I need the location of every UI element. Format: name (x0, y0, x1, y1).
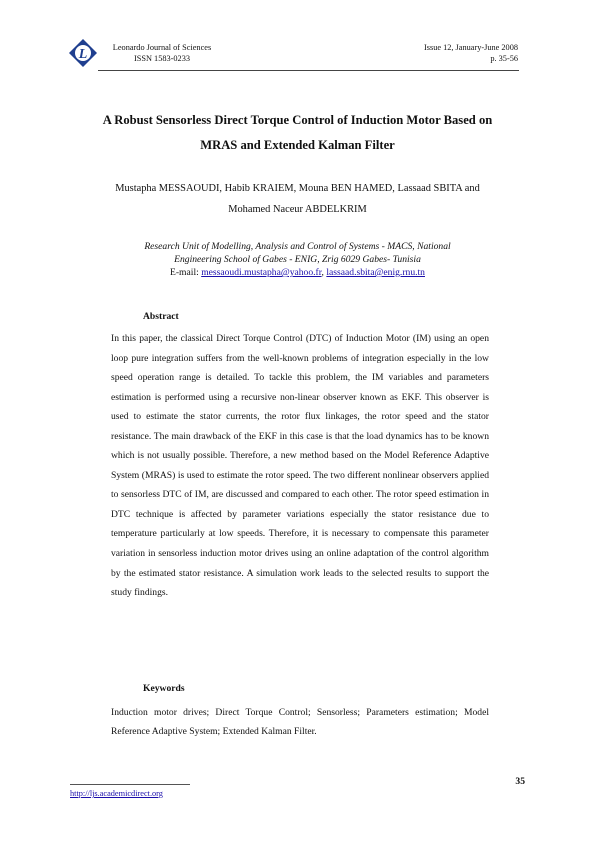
authors-line-2: Mohamed Naceur ABDELKRIM (228, 204, 367, 215)
email-label: E-mail: (170, 267, 199, 278)
paper-title (50, 108, 545, 158)
title-line-1: A Robust Sensorless Direct Torque Control of Induction Motor Based on (102, 113, 493, 127)
footer-url-link[interactable]: http://ljs.academicdirect.org (70, 789, 163, 798)
email-link-2[interactable]: lassaad.sbita@enig.rnu.tn (326, 267, 425, 278)
journal-logo (68, 38, 98, 68)
email-link-1[interactable]: messaoudi.mustapha@yahoo.fr (201, 267, 322, 278)
affiliation-line-2: Engineering School of Gabes - ENIG, Zrig 6029 Gabes- Tunisia (174, 254, 421, 265)
journal-logo-icon (68, 38, 98, 68)
email-line (100, 266, 495, 279)
header-right (398, 42, 518, 64)
footer-divider (70, 784, 190, 785)
abstract-body: In this paper, the classical Direct Torque Control (DTC) of Induction Motor (IM) using an open loop pure integration suffers from the well-known problems of integration especially in the low speed operation range is detailed. To tackle this problem, the IM variables and parameters estimation is performed using a recursive non-linear observer known as EKF. This observer is used to estimate the stator currents, the rotor flux linkages, the rotor speed and the stator resistance. The main drawback of the EKF in this case is that the load dynamics has to be known which is not usually possible. Therefore, a new method based on the Model Reference Adaptive System (MRAS) is used to estimate the rotor speed. The two different nonlinear observers applied to sensorless DTC of IM, are discussed and compared to each other. The rotor speed estimation in DTC technique is affected by parameter variations especially the stator resistance due to temperature particularly at low speeds. Therefore, it is necessary to compensate this parameter variation in sensorless induction motor drives using an online adaptation of the control algorithm by the estimated stator resistance. A simulation work leads to the selected results to support the study findings. (111, 333, 489, 599)
page-range: p. 35-56 (490, 54, 518, 63)
affiliation (100, 240, 495, 279)
keywords-heading: Keywords (143, 683, 185, 694)
affiliation-line-1: Research Unit of Modelling, Analysis and Control of Systems - MACS, National (144, 241, 451, 252)
email-separator: , (321, 267, 324, 278)
issue-info: Issue 12, January-June 2008 (423, 43, 518, 52)
author-list (50, 178, 545, 220)
journal-name: Leonardo Journal of Sciences (112, 43, 212, 52)
header-left (103, 42, 221, 64)
title-line-2: MRAS and Extended Kalman Filter (200, 138, 395, 152)
keywords-body: Induction motor drives; Direct Torque Control; Sensorless; Parameters estimation; Model Reference Adaptive System; Extended Kalman Filter. (111, 707, 489, 737)
authors-line-1: Mustapha MESSAOUDI, Habib KRAIEM, Mouna BEN HAMED, Lassaad SBITA and (115, 183, 480, 194)
page-number: 35 (515, 776, 525, 787)
issn: ISSN 1583-0233 (133, 54, 190, 63)
header-divider (98, 70, 519, 71)
logo-letter: L (78, 47, 88, 62)
abstract-heading: Abstract (143, 311, 179, 322)
